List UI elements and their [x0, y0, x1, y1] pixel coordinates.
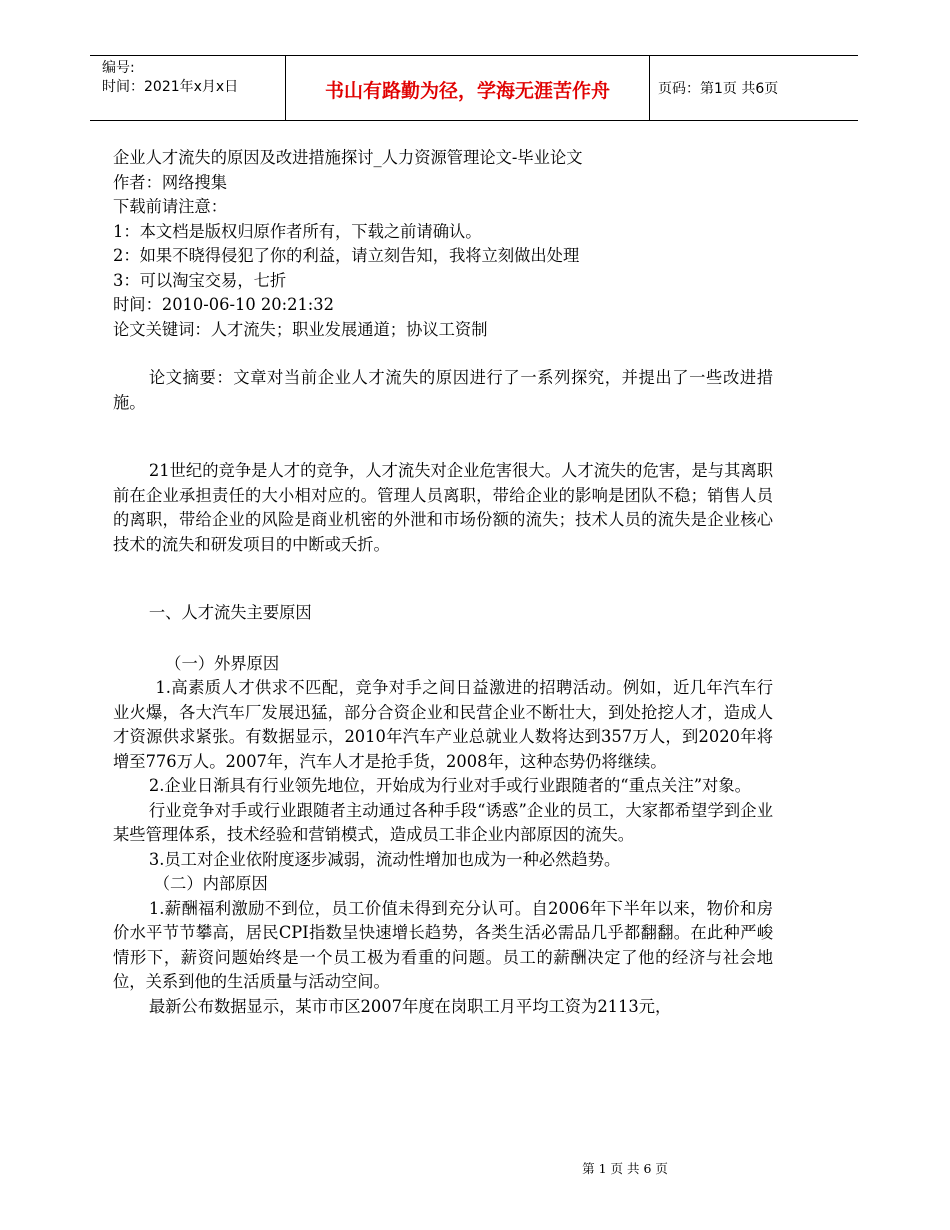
document-title: 企业人才流失的原因及改进措施探讨_人力资源管理论文-毕业论文 — [113, 148, 583, 167]
notice-item-1: 1：本文档是版权归原作者所有，下载之前请确认。 — [113, 221, 482, 241]
time-label: 时间：2021年x月x日 — [102, 79, 239, 95]
time-line: 时间：2010-06-10 20:21:32 — [113, 295, 335, 314]
header-meta — [90, 56, 286, 120]
external-reason-2-detail: 行业竞争对手或行业跟随者主动通过各种手段“诱惑”企业的员工，大家都希望学到企业某些管理体系，技术经验和营销模式，造成员工非企业内部原因的流失。 — [113, 800, 773, 844]
subsection-heading-internal: （二）内部原因 — [153, 874, 268, 893]
external-reason-1: 1.高素质人才供求不匹配，竞争对手之间日益激进的招聘活动。例如，近几年汽车行业火爆，各大汽车厂发展迅猛，部分合资企业和民营企业不断壮大，到处抢挖人才，造成人才资源供求紧张。有数据显示，2010年汽车产业总就业人数将达到357万人，到2020年将增至776万人。2007年，汽车人才是抢手货，2008年，这种态势仍将继续。 — [113, 678, 773, 771]
external-reason-3: 3.员工对企业依附度逐步减弱，流动性增加也成为一种必然趋势。 — [148, 849, 621, 869]
header-page-info: 页码：第1页 共6页 — [658, 81, 779, 97]
internal-reason-2: 最新公布数据显示，某市市区2007年度在岗职工月平均工资为2113元， — [148, 996, 672, 1016]
intro-paragraph: 21世纪的竞争是人才的竞争，人才流失对企业危害很大。人才流失的危害，是与其离职前在企业承担责任的大小相对应的。管理人员离职，带给企业的影响是团队不稳；销售人员的离职，带给企业的风险是商业机密的外泄和市场份额的流失；技术人员的流失是企业核心技术的流失和研发项目的中断或夭折。 — [113, 461, 773, 554]
external-reason-2: 2.企业日渐具有行业领先地位，开始成为行业对手或行业跟随者的“重点关注”对象。 — [148, 776, 751, 795]
notice-item-2: 2：如果不晓得侵犯了你的利益，请立刻告知，我将立刻做出处理 — [113, 246, 580, 265]
document-body — [113, 146, 773, 1019]
notice-heading: 下载前请注意： — [113, 197, 227, 216]
notice-item-3: 3：可以淘宝交易，七折 — [113, 270, 287, 290]
internal-reason-1: 1.薪酬福利激励不到位，员工价值未得到充分认可。自2006年下半年以来，物价和房价水平节节攀高，居民CPI指数呈快速增长趋势，各类生活必需品几乎都翻翻。在此种严峻情形下，薪资问题始终是一个员工极为看重的问题。员工的薪酬决定了他的经济与社会地位，关系到他的生活质量与活动空间。 — [113, 898, 773, 991]
author-line: 作者：网络搜集 — [113, 172, 227, 192]
page-header — [90, 55, 858, 121]
page-footer: 第 1 页 共 6 页 — [582, 1161, 668, 1176]
abstract-paragraph: 论文摘要：文章对当前企业人才流失的原因进行了一系列探究，并提出了一些改进措施。 — [113, 368, 773, 412]
number-label: 编号: — [102, 60, 135, 76]
keywords-line: 论文关键词：人才流失；职业发展通道；协议工资制 — [113, 319, 488, 339]
header-motto: 书山有路勤为径，学海无涯苦作舟 — [286, 56, 650, 120]
section-heading-1: 一、人才流失主要原因 — [148, 603, 312, 622]
subsection-heading-external: （一）外界原因 — [165, 653, 280, 673]
